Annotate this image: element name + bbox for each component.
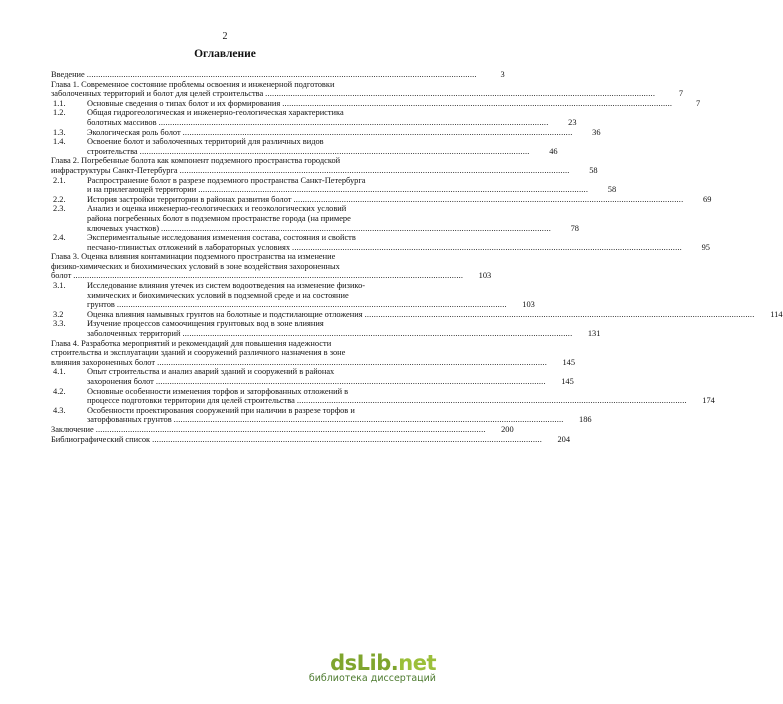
toc-entry	[51, 156, 598, 175]
dot-leader	[174, 415, 564, 425]
toc-entry	[51, 204, 579, 233]
toc-entry	[51, 127, 601, 138]
dot-leader	[180, 166, 570, 176]
toc-entry	[51, 338, 575, 368]
toc-entry-page: 103	[478, 271, 492, 281]
dot-leader	[182, 329, 572, 339]
toc-entry-page: 145	[562, 357, 575, 367]
toc-entry-text: влияния захороненных болот	[51, 357, 156, 367]
toc-entry-number: 1.2.	[53, 108, 66, 118]
toc-entry-number: 3.1.	[53, 281, 66, 291]
toc-entry-page: 95	[701, 242, 710, 252]
toc-entry-page: 69	[703, 194, 712, 204]
toc-entry-text: заболоченных территорий	[87, 329, 181, 339]
toc-entry-page: 58	[589, 165, 598, 175]
toc-entry-text: Освоение болот и заболоченных территорий для различных видов	[87, 137, 324, 147]
toc-entry-page: 200	[501, 424, 514, 434]
toc-entry	[51, 281, 535, 310]
toc-entry-text: химических и биохимических условий в подземной среде и на состояние	[87, 290, 349, 300]
dot-leader	[96, 425, 486, 435]
toc-entry-page: 114	[770, 309, 783, 319]
toc-entry-text: Опыт строительства и анализ аварий зданий и сооружений в районах	[87, 367, 335, 377]
toc-entry-number: 1.3.	[53, 127, 66, 137]
toc-entry-number: 2.1.	[53, 175, 66, 185]
toc-entry-page: 7	[678, 89, 684, 99]
toc-entry-number: 2.3.	[53, 204, 66, 214]
toc-entry	[51, 137, 558, 156]
logo-main: dsLib	[330, 651, 391, 675]
dot-leader	[159, 118, 549, 128]
toc-entry-page: 7	[695, 98, 701, 108]
toc-entry	[51, 309, 783, 320]
toc-entry-number: 2.4.	[53, 233, 66, 243]
toc-entry-text: болотных массивов	[87, 117, 157, 127]
toc-entry	[51, 319, 601, 339]
dot-leader	[292, 243, 682, 253]
toc-entry-text: Экологическая роль болот	[87, 127, 181, 137]
toc-entry-text: строительства	[87, 146, 138, 156]
toc-entry	[51, 424, 514, 435]
dot-leader	[152, 435, 542, 445]
toc-entry-number: 3.3.	[53, 319, 66, 329]
toc-entry-text: Анализ и оценка инженерно-геологических и геоэкологических условий	[87, 204, 347, 214]
watermark	[286, 651, 436, 684]
dot-leader	[297, 396, 687, 406]
dot-leader	[73, 271, 463, 281]
toc-entry-text: Основные сведения о типах болот и их формирования	[87, 98, 281, 108]
toc-entry	[51, 252, 492, 281]
toc-entry-page: 3	[500, 70, 505, 79]
toc-entry-text: процессе подготовки территории для целей строительства	[87, 396, 295, 406]
toc-entry-text: Основные особенности изменения торфов и заторфованных отложений в	[87, 386, 349, 396]
toc-entry-page: 46	[549, 146, 558, 156]
toc-entry-page: 58	[607, 185, 617, 195]
toc-entry	[51, 108, 577, 127]
toc-entry	[51, 70, 505, 80]
toc-entry-number: 2.2.	[53, 194, 66, 204]
toc-entry-text: заторфованных грунтов	[87, 415, 172, 425]
dot-leader	[293, 195, 683, 205]
dot-leader	[117, 300, 507, 310]
toc-entry	[51, 405, 592, 425]
toc-entry-text: Глава 2. Погребенные болота как компонент подземного пространства городской	[51, 156, 341, 166]
toc-entry-text: и на прилегающей территории	[87, 185, 197, 195]
toc-entry-page: 204	[557, 434, 571, 444]
toc-entry-text: Общая гидрогеологическая и инженерно-геологическая характеристика	[87, 108, 344, 118]
toc-entry-text: заболоченных территорий и болот для целей строительства	[51, 89, 264, 99]
toc-entry	[51, 386, 715, 406]
dot-leader	[282, 99, 672, 109]
toc-entry-number: 3.2	[53, 309, 64, 319]
toc-entry-text: песчано-глинистых отложений в лабораторных условиях	[87, 242, 291, 252]
toc-heading: Оглавление	[194, 48, 256, 60]
toc-entry-text: Исследование влияния утечек из систем водоотведения на изменение физико-	[87, 281, 366, 291]
toc-entry-text: ключевых участков)	[87, 223, 160, 233]
toc-entry	[51, 175, 617, 195]
toc-entry-page: 36	[592, 127, 601, 137]
toc-entry-text: болот	[51, 271, 72, 281]
toc-entry-text: История застройки территории в районах развития болот	[87, 194, 292, 204]
toc-entry	[51, 233, 710, 252]
toc-entry-text: Особенности проектирования сооружений при наличии в разрезе торфов и	[87, 405, 355, 415]
toc-entry-text: района погребенных болот в подземном пространстве города (на примере	[87, 213, 351, 223]
toc-entry-number: 4.3.	[53, 405, 66, 415]
logo-dot: .	[390, 651, 399, 675]
dot-leader	[265, 89, 655, 99]
watermark-tagline: библиотека диссертаций	[308, 673, 436, 684]
toc-entry-text: Введение	[51, 70, 85, 79]
toc-entry	[51, 434, 571, 445]
toc-entry-text: Глава 3. Оценка влияния контаминации подземного пространства на изменение	[51, 252, 336, 262]
toc-entry-page: 103	[522, 300, 535, 310]
toc-entry-page: 23	[568, 117, 577, 127]
toc-entry-text: Изучение процессов самоочищения грунтовых вод в зоне влияния	[87, 319, 324, 329]
toc-entry-text: грунтов	[87, 300, 115, 310]
toc-entry-text: инфраструктуры Санкт-Петербурга	[51, 165, 178, 175]
dot-leader	[157, 358, 547, 368]
toc-entry-text: Библиографический список	[51, 434, 151, 444]
dot-leader	[183, 128, 573, 138]
dot-leader	[87, 70, 477, 80]
dslib-logo	[286, 651, 436, 675]
toc-entry-number: 4.1.	[53, 367, 66, 377]
toc-entry-text: Экспериментальные исследования изменения состава, состояния и свойств	[87, 233, 356, 243]
toc-entry	[51, 79, 684, 99]
dot-leader	[198, 185, 588, 195]
toc-entry-page: 131	[587, 329, 601, 339]
dot-leader	[365, 310, 755, 320]
toc-entry-text: Оценка влияния намывных грунтов на болотные и подстилающие отложения	[87, 309, 363, 319]
toc-entry-number: 1.1.	[53, 98, 66, 108]
toc-entry-page: 174	[702, 396, 715, 406]
dot-leader	[140, 147, 530, 157]
toc-entry-page: 145	[561, 377, 574, 386]
toc-entry-page: 186	[579, 415, 592, 425]
toc-entry-text: Заключение	[51, 424, 94, 434]
toc-entry-text: захоронения болот	[87, 377, 154, 386]
table-of-contents	[51, 70, 783, 444]
toc-entry-text: строительства и эксплуатации зданий и сооружений различного назначения в зоне	[51, 348, 346, 358]
toc-entry-text: физико-химических и биохимических условий в зоне воздействия захороненных	[51, 261, 340, 271]
toc-entry-number: 1.4.	[53, 137, 66, 147]
page-number: 2	[222, 31, 228, 42]
toc-entry	[51, 194, 712, 205]
toc-entry-text: Глава 1. Современное состояние проблемы освоения и инженерной подготовки	[51, 79, 335, 89]
dot-leader	[161, 224, 551, 234]
toc-entry	[51, 367, 574, 386]
toc-entry-text: Глава 4. Разработка мероприятий и рекомендаций для повышения надежности	[51, 338, 332, 348]
toc-entry-number: 4.2.	[53, 386, 66, 396]
toc-entry-page: 78	[570, 223, 579, 233]
toc-entry	[51, 98, 701, 109]
dot-leader	[156, 377, 546, 387]
toc-entry-text: Распространение болот в разрезе подземного пространства Санкт-Петербурга	[87, 175, 366, 185]
logo-tld: net	[398, 651, 436, 675]
